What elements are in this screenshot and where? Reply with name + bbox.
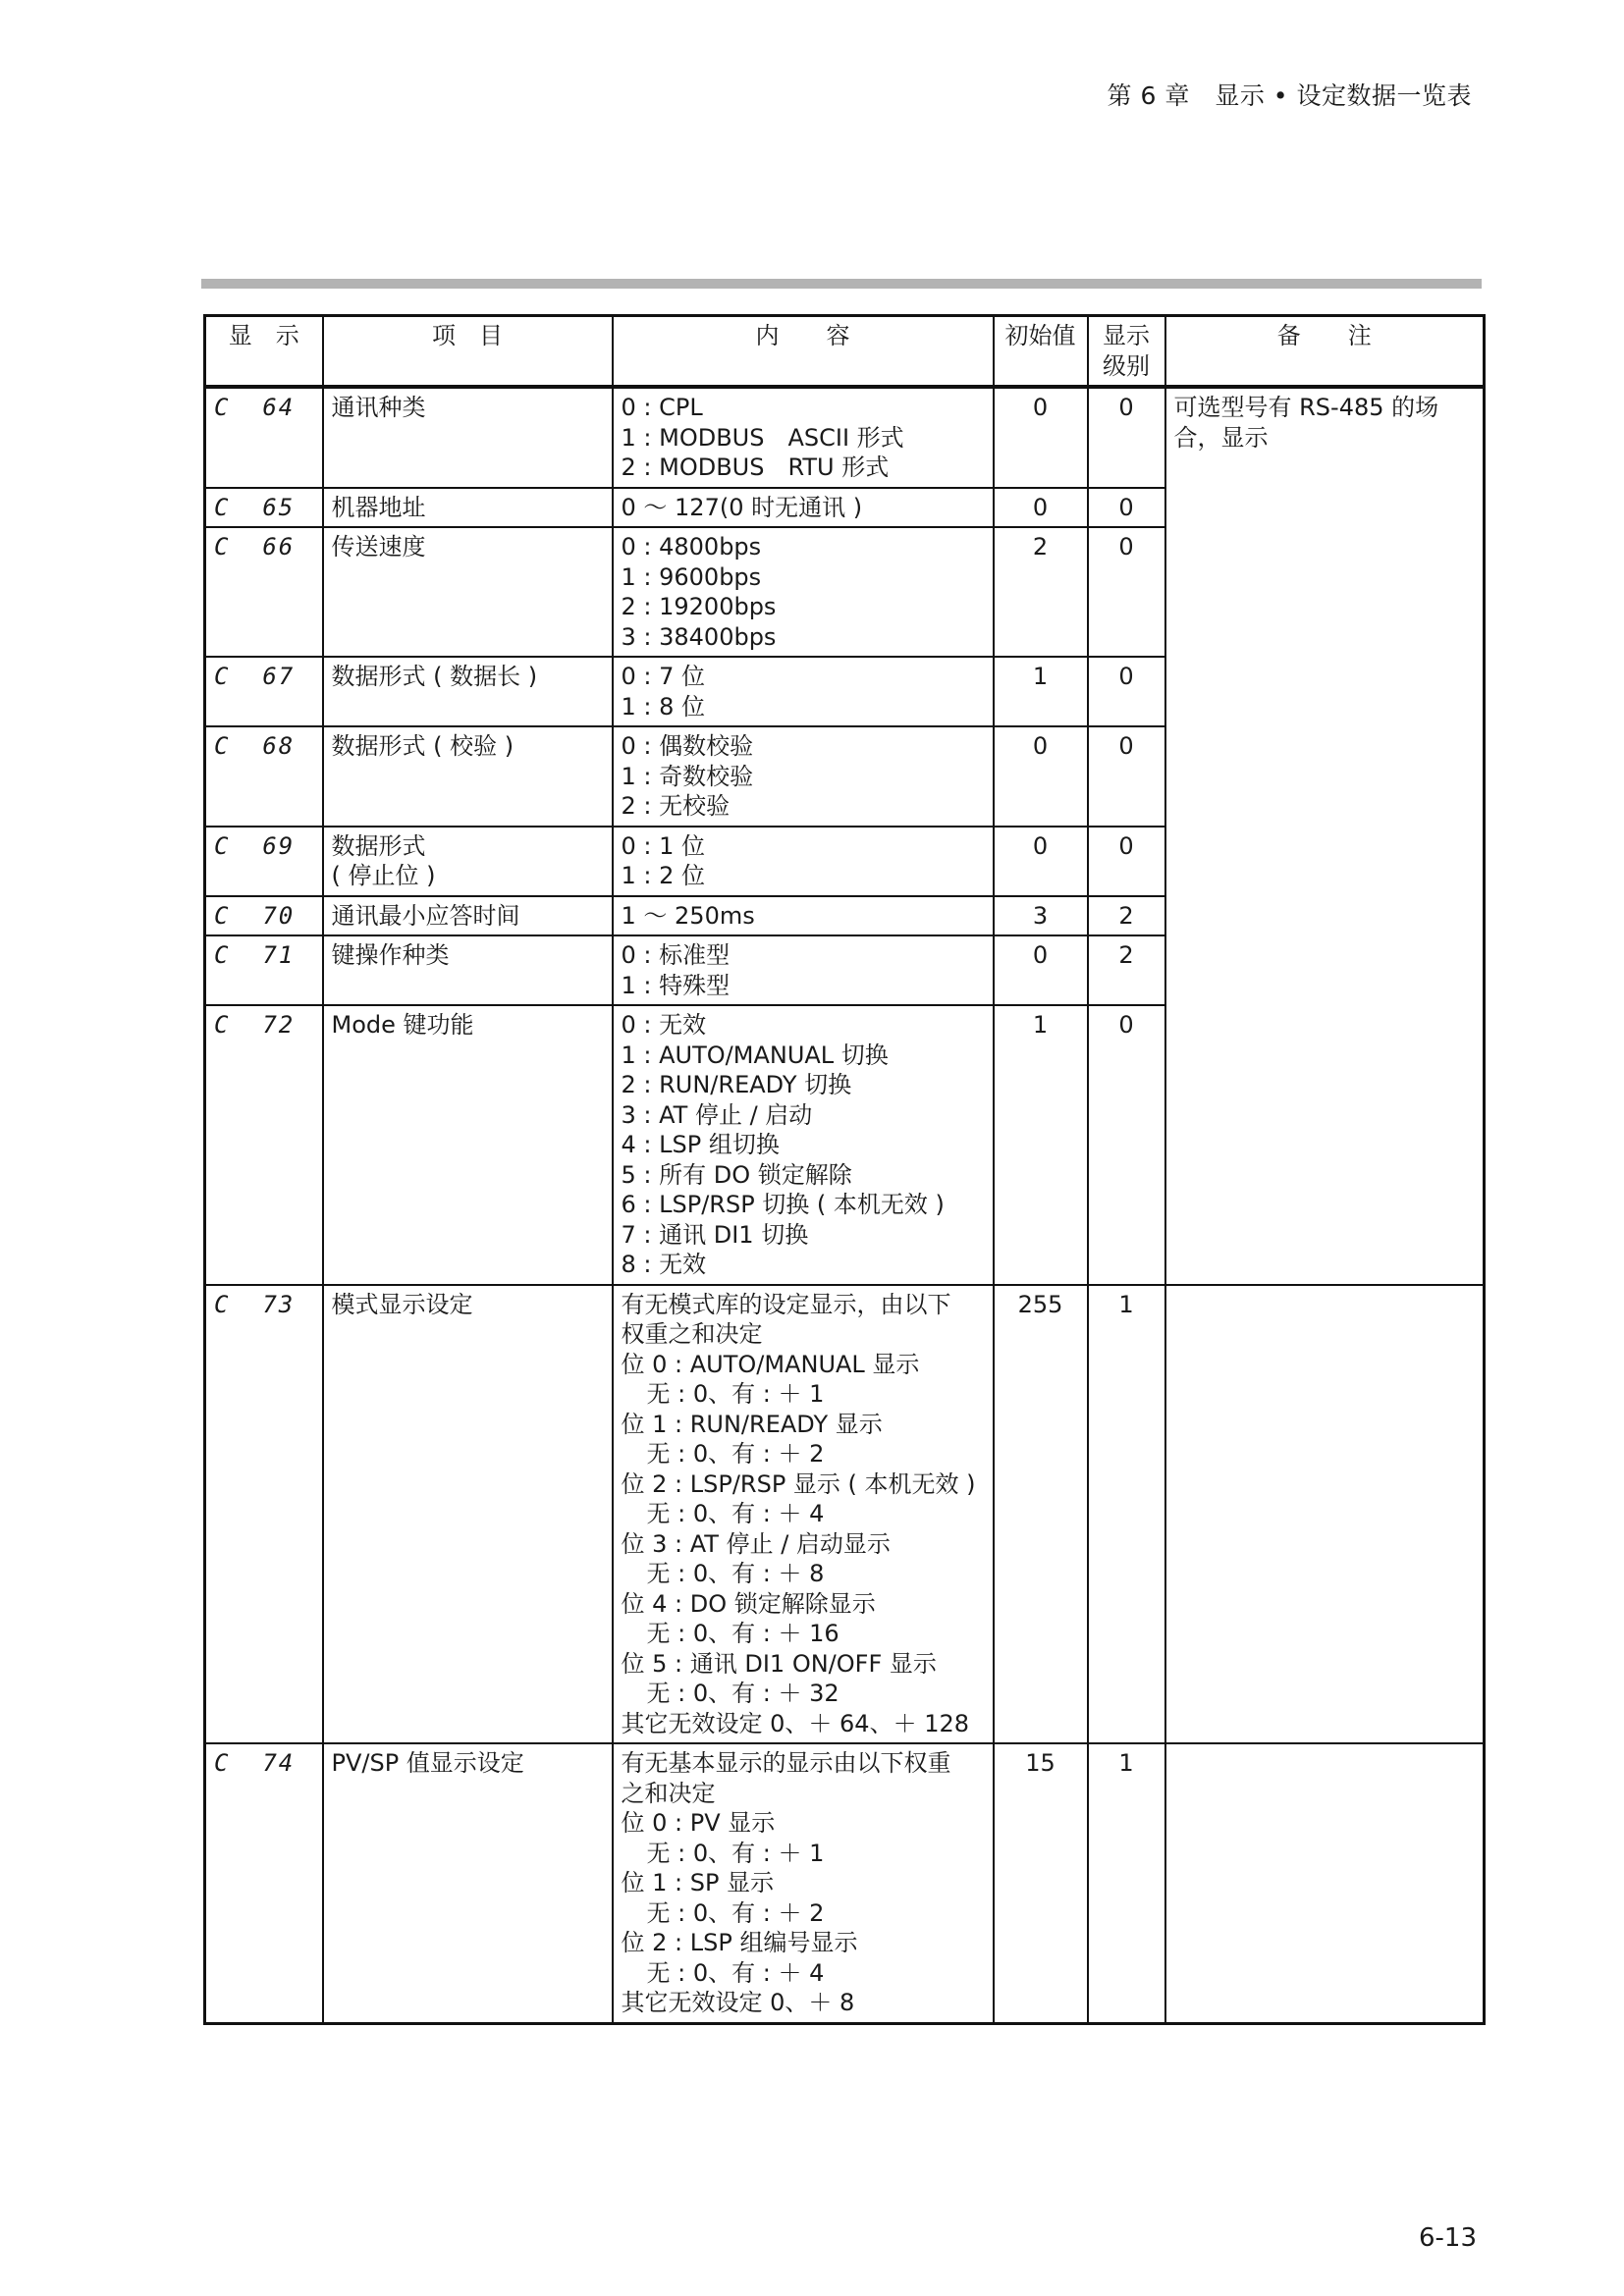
column-header-level-line: 显示 [1103,322,1150,349]
item-line: 传送速度 [331,533,426,561]
content-cell [613,726,994,827]
content-line: 1 : 奇数校验 [621,762,754,790]
content-line: 无 : 0、有 : ＋ 2 [646,1440,825,1468]
column-header-content: 内 容 [613,316,994,388]
content-line: 无 : 0、有 : ＋ 32 [646,1680,839,1707]
content-line: 其它无效设定 0、＋ 64、＋ 128 [621,1709,970,1737]
content-line: 之和决定 [621,1779,716,1807]
remarks-text: 可选型号有 RS-485 的场合，显示 [1173,394,1439,452]
item-cell [323,935,613,1005]
content-line: 位 5 : 通讯 DI1 ON/OFF 显示 [621,1649,937,1678]
content-cell [613,935,994,1005]
initial-value: 1 [994,657,1088,726]
content-line: 1 : 特殊型 [621,971,731,999]
item-cell [323,1005,613,1285]
display-level: 2 [1088,935,1165,1005]
display-level: 0 [1088,726,1165,827]
item-cell [323,387,613,488]
display-level: 0 [1088,657,1165,726]
column-header-display: 显 示 [205,316,323,388]
segment-code: C 67 [214,663,296,690]
content-line: 有无模式库的设定显示，由以下 [621,1290,951,1318]
initial-value: 2 [994,527,1088,657]
content-line: 无 : 0、有 : ＋ 2 [646,1898,825,1927]
settings-table [203,314,1486,2025]
table-header-row [205,316,1485,388]
display-code [205,827,323,896]
segment-code: C 73 [214,1290,296,1318]
item-line: PV/SP 值显示设定 [331,1749,524,1777]
content-line: 1 : 9600bps [621,562,762,591]
item-line: 通讯种类 [331,394,426,421]
content-line: 位 0 : PV 显示 [621,1809,776,1837]
remarks-cell [1165,387,1485,1285]
item-line: 数据形式 [331,831,426,860]
display-code [205,726,323,827]
segment-code: C 70 [214,901,296,930]
content-line: 0 : 无效 [621,1011,707,1039]
display-code [205,1005,323,1285]
item-cell [323,896,613,936]
content-line: 6 : LSP/RSP 切换 ( 本机无效 ) [621,1191,945,1218]
content-line: 无 : 0、有 : ＋ 1 [646,1380,825,1408]
content-line: 7 : 通讯 DI1 切换 [621,1220,809,1249]
content-line: 8 : 无效 [621,1251,707,1278]
remarks-cell [1165,1743,1485,2023]
content-line: 0 : CPL [621,394,703,421]
content-line: 2 : RUN/READY 切换 [621,1071,852,1098]
initial-value: 0 [994,488,1088,528]
content-line: 1 : 8 位 [621,692,706,721]
display-level: 1 [1088,1743,1165,2023]
item-cell [323,1743,613,2023]
table-row [205,387,1485,488]
content-line: 4 : LSP 组切换 [621,1131,780,1158]
content-line: 1 : 2 位 [621,862,706,889]
content-cell [613,1005,994,1285]
content-cell [613,827,994,896]
content-line: 3 : 38400bps [621,622,777,651]
item-cell [323,726,613,827]
item-cell [323,827,613,896]
content-line: 位 4 : DO 锁定解除显示 [621,1589,876,1618]
content-cell [613,1743,994,2023]
display-level: 0 [1088,527,1165,657]
item-cell [323,488,613,528]
content-cell [613,1285,994,1744]
display-code [205,896,323,936]
display-code [205,527,323,657]
content-line: 无 : 0、有 : ＋ 4 [646,1500,825,1527]
content-cell [613,488,994,528]
content-line: 0 : 7 位 [621,663,706,690]
segment-code: C 65 [214,493,296,521]
page-number: 6-13 [1418,2223,1477,2253]
content-line: 位 2 : LSP 组编号显示 [621,1929,858,1956]
table-row [205,1743,1485,2023]
item-cell [323,657,613,726]
content-line: 2 : 无校验 [621,792,731,820]
column-header-initial-value: 初始值 [994,316,1088,388]
segment-code: C 71 [214,941,296,969]
content-line: 有无基本显示的显示由以下权重 [621,1749,951,1777]
content-line: 无 : 0、有 : ＋ 16 [646,1620,839,1647]
segment-code: C 68 [214,732,296,760]
content-line: 无 : 0、有 : ＋ 1 [646,1839,825,1867]
content-line: 位 1 : RUN/READY 显示 [621,1410,883,1438]
initial-value: 3 [994,896,1088,936]
item-line: Mode 键功能 [331,1011,474,1039]
content-line: 位 2 : LSP/RSP 显示 ( 本机无效 ) [621,1469,976,1498]
display-level: 0 [1088,387,1165,488]
display-level: 0 [1088,1005,1165,1285]
segment-code: C 72 [214,1011,296,1039]
item-line: 数据形式 ( 校验 ) [331,732,514,760]
initial-value: 1 [994,1005,1088,1285]
content-cell [613,527,994,657]
content-line: 2 : MODBUS RTU 形式 [621,454,890,481]
content-line: 1 : MODBUS ASCII 形式 [621,423,904,452]
segment-code: C 69 [214,831,296,860]
initial-value: 0 [994,935,1088,1005]
content-cell [613,387,994,488]
display-code [205,1285,323,1744]
item-line: 机器地址 [331,493,426,521]
content-line: 权重之和决定 [621,1320,763,1348]
segment-code: C 64 [214,394,296,421]
initial-value: 255 [994,1285,1088,1744]
content-line: 5 : 所有 DO 锁定解除 [621,1160,852,1189]
item-line: 键操作种类 [331,941,450,969]
display-code [205,657,323,726]
content-line: 位 0 : AUTO/MANUAL 显示 [621,1350,920,1378]
content-line: 1 ～ 250ms [621,901,755,930]
content-cell [613,896,994,936]
item-cell [323,527,613,657]
content-line: 3 : AT 停止 / 启动 [621,1100,813,1129]
item-line: 通讯最小应答时间 [331,901,520,930]
content-line: 0 : 1 位 [621,831,706,860]
item-line: 数据形式 ( 数据长 ) [331,663,538,690]
display-code [205,387,323,488]
content-line: 位 3 : AT 停止 / 启动显示 [621,1529,891,1558]
segment-code: C 74 [214,1749,296,1777]
content-line: 位 1 : SP 显示 [621,1869,775,1896]
initial-value: 0 [994,827,1088,896]
content-line: 其它无效设定 0、＋ 8 [621,1989,855,2016]
display-level: 0 [1088,488,1165,528]
content-line: 0 : 标准型 [621,941,731,969]
column-header-level-line: 级别 [1103,351,1150,380]
segment-code: C 66 [214,533,296,561]
initial-value: 15 [994,1743,1088,2023]
content-line: 1 : AUTO/MANUAL 切换 [621,1041,889,1069]
column-header-remarks: 备 注 [1165,316,1485,388]
content-line: 无 : 0、有 : ＋ 4 [646,1958,825,1987]
remarks-cell [1165,1285,1485,1744]
display-level: 2 [1088,896,1165,936]
display-level: 0 [1088,827,1165,896]
content-line: 2 : 19200bps [621,593,777,620]
display-code [205,488,323,528]
item-line: ( 停止位 ) [331,862,436,889]
chapter-header: 第 6 章 显示 • 设定数据一览表 [1107,81,1472,110]
column-header-display-level [1088,316,1165,388]
initial-value: 0 [994,387,1088,488]
content-line: 无 : 0、有 : ＋ 8 [646,1560,825,1587]
initial-value: 0 [994,726,1088,827]
column-header-item: 项 目 [323,316,613,388]
display-level: 1 [1088,1285,1165,1744]
table-row [205,1285,1485,1744]
display-code [205,1743,323,2023]
display-code [205,935,323,1005]
content-cell [613,657,994,726]
item-line: 模式显示设定 [331,1290,473,1318]
content-line: 0 : 偶数校验 [621,732,754,760]
content-line: 0 ～ 127(0 时无通讯 ) [621,493,863,521]
section-rule [201,279,1482,289]
content-line: 0 : 4800bps [621,533,762,561]
item-cell [323,1285,613,1744]
